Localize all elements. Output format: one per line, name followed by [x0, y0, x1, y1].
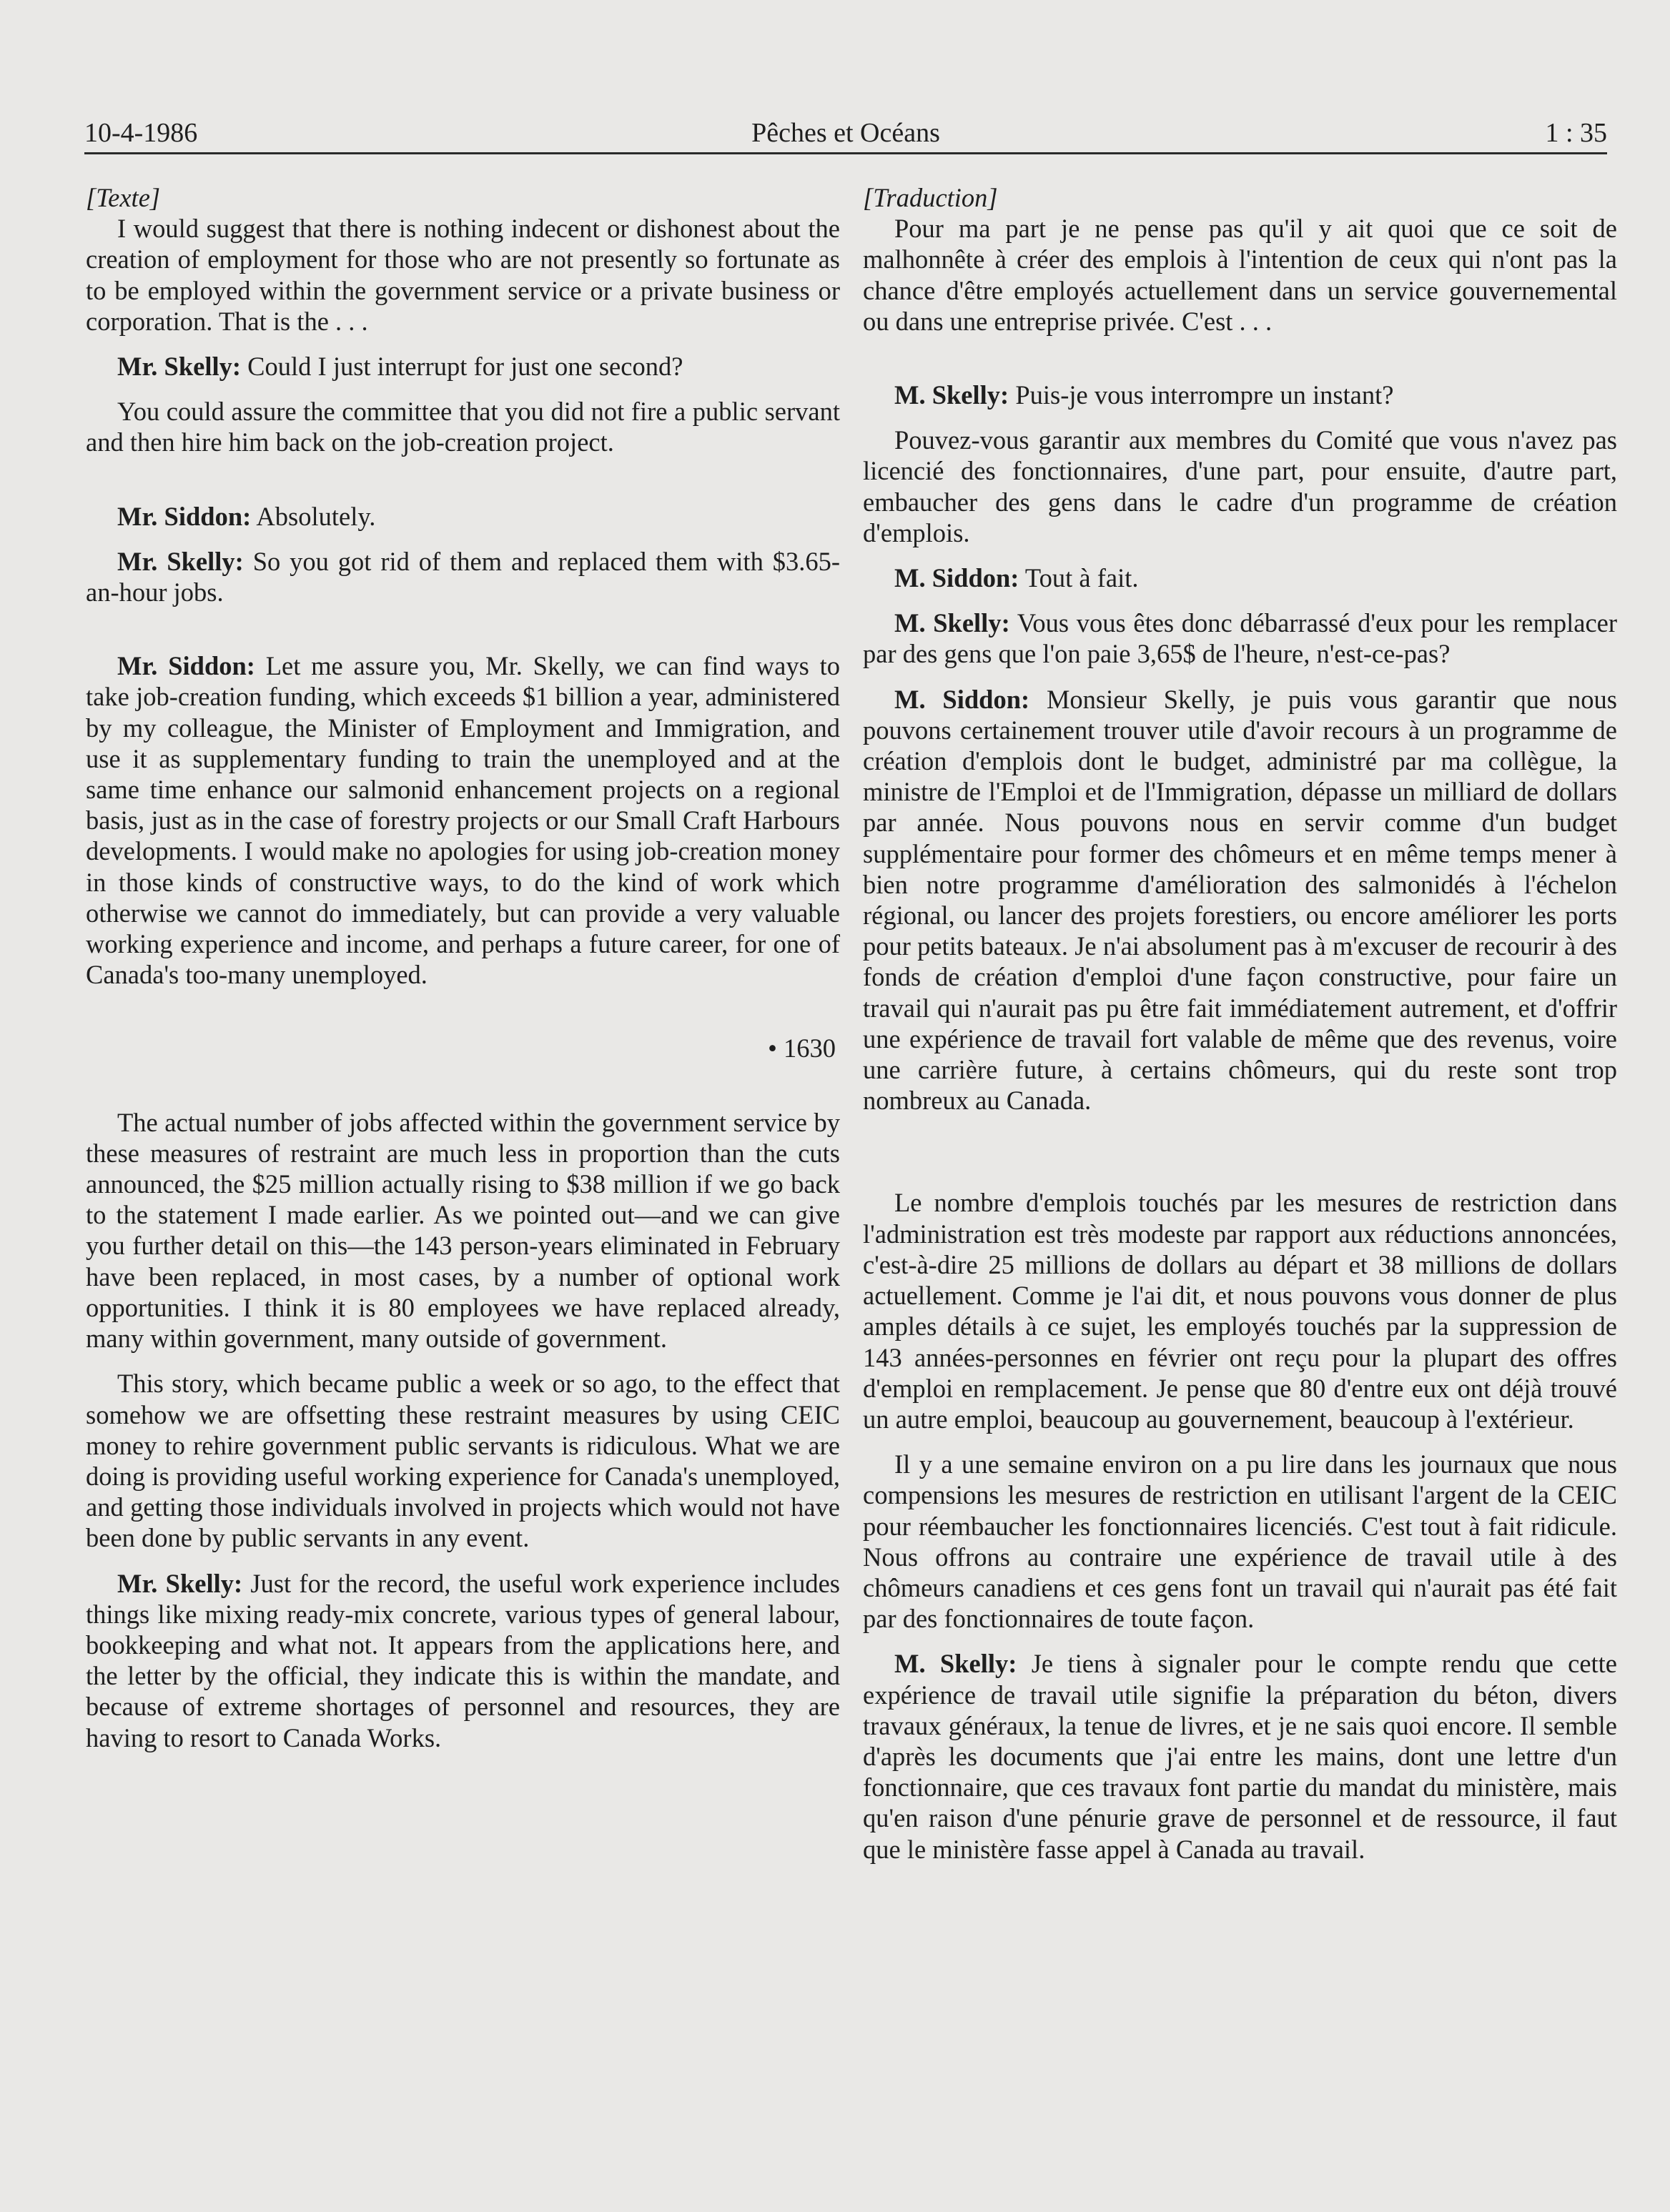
paragraph: Le nombre d'emplois touchés par les mesures de restriction dans l'administration est très modeste par rapport aux réductions annoncées, c'est-à-dire 25 millions de dollars au départ et 38 millions de dollars actuellement. Comme je l'ai dit, et nous pouvons vous donner de plus amples détails à ce sujet, les employés touchés par la suppression de 143 années-personnes en février ont reçu pour la plupart des offres d'emploi en remplacement. Je pense que 80 d'entre eux ont déjà trouvé un autre emploi, beaucoup au gouvernement, beaucoup à l'extérieur.	[863, 1188, 1617, 1434]
paragraph: M. Skelly: Je tiens à signaler pour le compte rendu que cette expérience de travail utile signifie la préparation du béton, divers travaux généraux, la tenue de livres, et je ne sais quoi encore. Il semble d'après les documents que j'ai entre les mains, dont une lettre d'un fonctionnaire, que ces travaux font partie du mandat du ministère, mais qu'en raison d'une pénurie grave de personnel et de ressource, il faut que le ministère fasse appel à Canada au travail.	[863, 1649, 1618, 1864]
paragraph: M. Skelly: Vous vous êtes donc débarrassé d'eux pour les remplacer par des gens que l'on paie 3,65$ de l'heure, n'est-ce-pas?	[863, 608, 1617, 669]
speaker-name: Mr. Skelly:	[117, 1568, 243, 1598]
speaker-name: Mr. Skelly:	[117, 352, 242, 382]
speaker-name: M. Skelly:	[894, 380, 1009, 410]
paragraph: M. Siddon: Tout à fait.	[894, 563, 1139, 593]
paragraph: This story, which became public a week or so ago, to the effect that somehow we are offsetting these restraint measures by using CEIC money to rehire government public servants is ridiculous. What we are doing is providing useful working experience for Canada's unemployed, and getting those individuals involved in projects which would not have been done by public servants in any event.	[86, 1369, 840, 1553]
header-rule	[84, 152, 1607, 154]
paragraph: Pour ma part je ne pense pas qu'il y ait quoi que ce soit de malhonnête à créer des emplois à l'intention de ceux qui n'ont pas la chance d'être employés actuellement dans un service gouvernemental ou dans une entreprise privée. C'est . . .	[863, 214, 1617, 336]
paragraph: Mr. Siddon: Absolutely.	[117, 501, 376, 531]
paragraph: Pouvez-vous garantir aux membres du Comité que vous n'avez pas licencié des fonctionnaires, d'une part, pour ensuite, d'autre part, embaucher des gens dans le cadre d'un programme de création d'emplois.	[863, 425, 1617, 547]
speaker-name: M. Skelly:	[894, 608, 1010, 638]
english-column	[86, 182, 840, 1753]
paragraph: I would suggest that there is nothing indecent or dishonest about the creation of employment for those who are not presently so fortunate as to be employed within the government service or a private business or corporation. That is the . . .	[86, 214, 840, 336]
header-page-number: 1 : 35	[1545, 118, 1607, 148]
paragraph: Il y a une semaine environ on a pu lire dans les journaux que nous compensions les mesures de restriction en utilisant l'argent de la CEIC pour réembaucher les fonctionnaires licenciés. C'est tout à fait ridicule. Nous offrons au contraire une expérience de travail utile à des chômeurs canadiens et ces gens font un travail qui n'aurait pas été fait par des fonctionnaires de toute façon.	[863, 1449, 1617, 1634]
paragraph: Mr. Skelly: Just for the record, the useful work experience includes things like mixing ready-mix concrete, various types of general labour, bookkeeping and what not. It appears from the applications here, and the letter by the official, they indicate this is within the mandate, and because of extreme shortages of personnel and resources, they are having to resort to Canada Works.	[86, 1568, 840, 1752]
speaker-name: Mr. Skelly:	[117, 546, 244, 576]
paragraph: M. Skelly: Puis-je vous interrompre un instant?	[894, 380, 1394, 410]
time-marker: • 1630	[768, 1033, 836, 1063]
speaker-name: M. Siddon:	[894, 684, 1030, 714]
speaker-name: Mr. Siddon:	[117, 501, 252, 531]
header-title: Pêches et Océans	[751, 118, 940, 148]
speaker-name: M. Skelly:	[894, 1649, 1017, 1679]
header-date: 10-4-1986	[84, 118, 198, 148]
paragraph: M. Siddon: Monsieur Skelly, je puis vous garantir que nous pouvons certainement trouver utile d'avoir recours à un programme de création d'emplois dont le budget, administré par ma collègue, la ministre de l'Emploi et de l'Immigration, dépasse un milliard de dollars par année. Nous pouvons nous en servir comme d'un budget supplémentaire pour former des chômeurs et en même temps mener à bien notre programme d'amélioration des salmonidés à l'échelon régional, ou lancer des projets forestiers, ou encore améliorer les ports pour petits bateaux. Je n'ai absolument pas à m'excuser de recourir à des fonds de création d'emploi d'une façon constructive, pour faire un travail qui n'aurait pas pu être fait immédiatement autrement, et d'offrir une expérience de travail fort valable de même que des revenus, voire une carrière future, à certains chômeurs, qui du reste sont trop nombreux au Canada.	[863, 684, 1617, 1116]
speaker-name: Mr. Siddon:	[117, 651, 255, 681]
paragraph: You could assure the committee that you did not fire a public servant and then hire him back on the job-creation project.	[86, 397, 840, 457]
translation-tag: [Traduction]	[863, 183, 998, 212]
text-tag: [Texte]	[86, 183, 161, 212]
speaker-name: M. Siddon:	[894, 563, 1019, 593]
paragraph: Mr. Siddon: Let me assure you, Mr. Skelly, we can find ways to take job-creation funding, which exceeds $1 billion a year, administered by my colleague, the Minister of Employment and Immigration, and use it as supplementary funding to train the unemployed and at the same time enhance our salmonid enhancement projects on a regional basis, just as in the case of forestry projects or our Small Craft Harbours developments. I would make no apologies for using job-creation money in those kinds of constructive ways, to do the kind of work which otherwise we cannot do immediately, but can provide a very valuable working experience and income, and perhaps a future career, for one of Canada's too-many unemployed.	[86, 651, 840, 990]
french-column	[863, 182, 1617, 1865]
page-header	[84, 114, 1607, 152]
paragraph: Mr. Skelly: Could I just interrupt for just one second?	[117, 352, 683, 382]
paragraph: Mr. Skelly: So you got rid of them and replaced them with $3.65-an-hour jobs.	[86, 546, 840, 607]
paragraph: The actual number of jobs affected within the government service by these measures of restraint are much less in proportion than the cuts announced, the $25 million actually rising to $38 million if we go back to the statement I made earlier. As we pointed out—and we can give you further detail on this—the 143 person-years eliminated in February have been replaced, in most cases, by a number of optional work opportunities. I think it is 80 employees we have replaced already, many within government, many outside of government.	[86, 1107, 840, 1354]
